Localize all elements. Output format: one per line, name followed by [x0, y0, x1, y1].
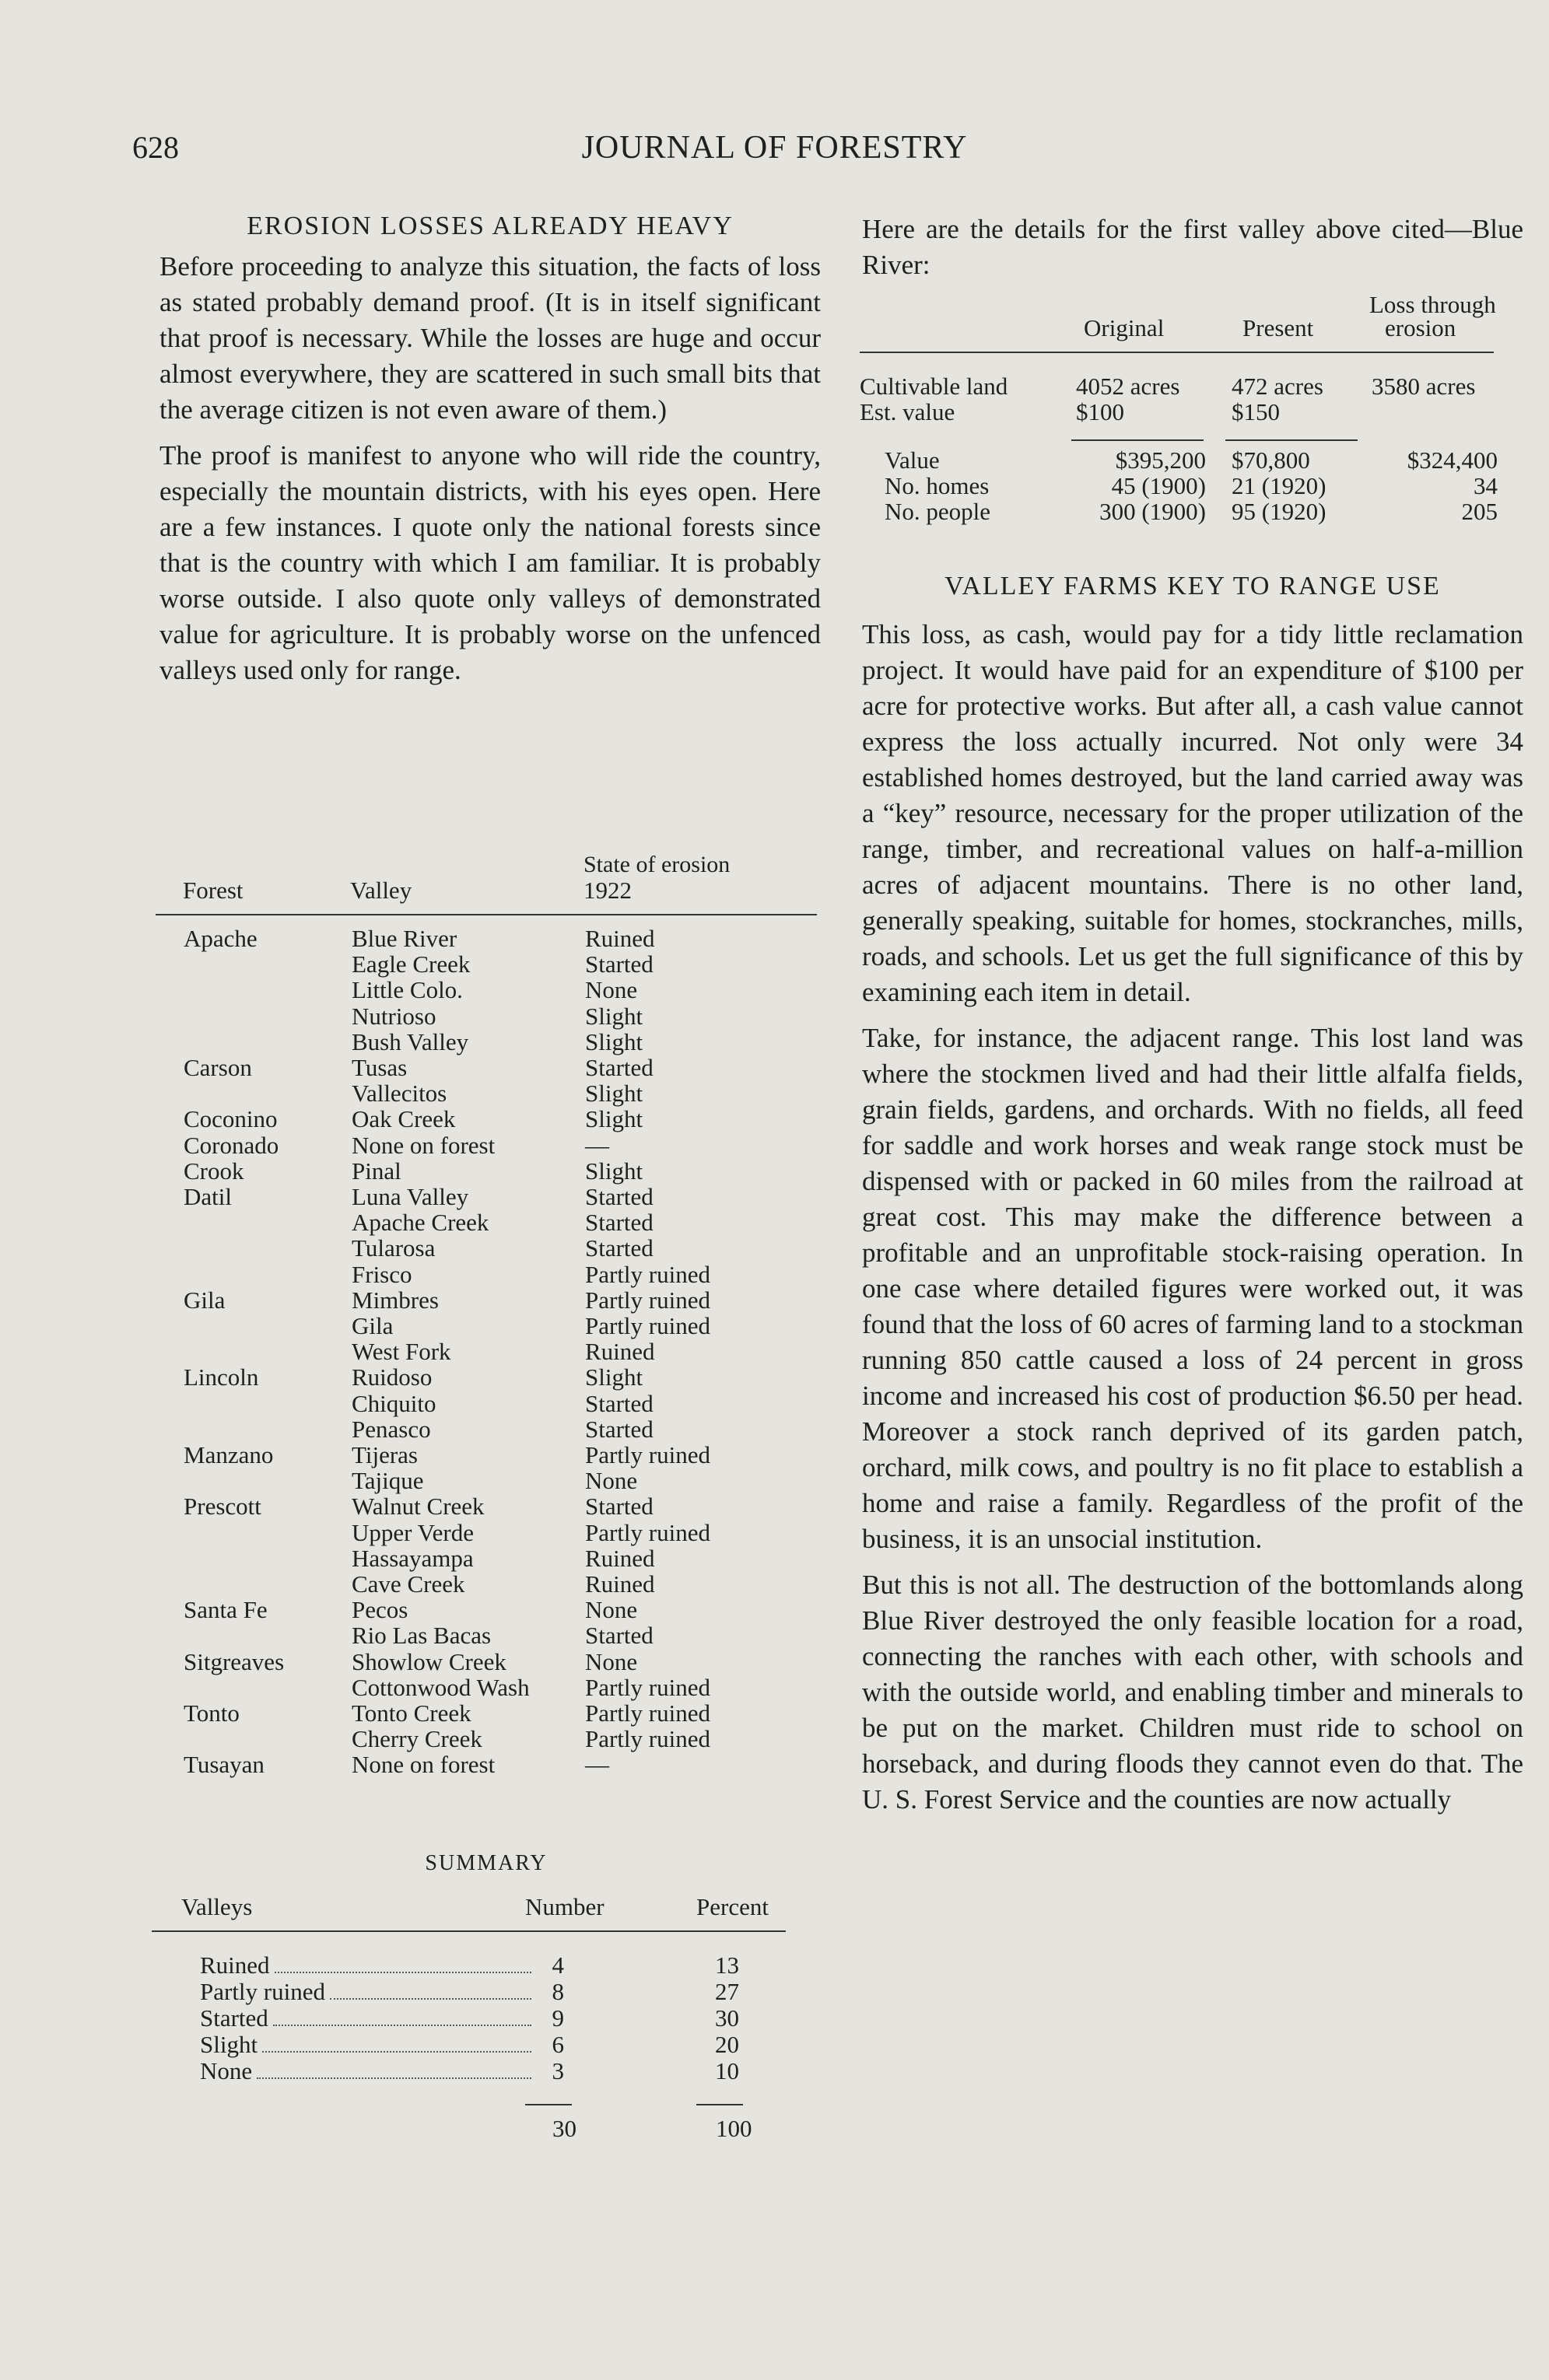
- erosion-state-cell: Started: [585, 1209, 654, 1236]
- erosion-forest-cell: Coconino: [184, 1105, 278, 1132]
- erosion-state-cell: Partly ruined: [585, 1286, 710, 1314]
- erosion-state-cell: None: [585, 976, 638, 1003]
- page-number: 628: [132, 130, 179, 165]
- erosion-forest-cell: Apache: [184, 925, 258, 952]
- blue-original-cell: 300 (1900): [1099, 498, 1206, 525]
- erosion-valley-cell: Gila: [352, 1312, 394, 1339]
- erosion-state-cell: Ruined: [585, 1338, 655, 1365]
- erosion-valley-cell: Apache Creek: [352, 1209, 489, 1236]
- blue-label-cell: Est. value: [860, 398, 955, 425]
- blue-present-cell: 21 (1920): [1232, 472, 1326, 499]
- erosion-forest-cell: Prescott: [184, 1493, 261, 1520]
- erosion-state-cell: —: [585, 1751, 609, 1778]
- blue-present-cell: $150: [1232, 398, 1280, 425]
- erosion-state-cell: Slight: [585, 1080, 643, 1107]
- erosion-table: [156, 852, 825, 1801]
- erosion-valley-cell: Blue River: [352, 925, 457, 952]
- col-header-loss-bottom: erosion: [1385, 314, 1456, 341]
- blue-label-cell: Cultivable land: [860, 373, 1008, 400]
- erosion-forest-cell: Tonto: [184, 1699, 240, 1727]
- summary-row: [200, 1979, 542, 2004]
- table-rule: [156, 914, 817, 915]
- summary-row: [200, 1952, 542, 1978]
- summary-percent-cell: 27: [715, 1978, 739, 2005]
- summary-percent-cell: 13: [715, 1951, 739, 1979]
- col-header-loss-top: Loss through: [1369, 291, 1496, 318]
- summary-number-cell: 4: [552, 1951, 564, 1979]
- leader-dots: [257, 2077, 531, 2079]
- erosion-valley-cell: None on forest: [352, 1751, 496, 1778]
- erosion-valley-cell: Pecos: [352, 1596, 408, 1623]
- right-section-heading: VALLEY FARMS KEY TO RANGE USE: [944, 572, 1441, 600]
- leader-dots: [275, 1972, 531, 1973]
- erosion-state-cell: Started: [585, 950, 654, 978]
- table-rule: [860, 352, 1494, 353]
- erosion-forest-cell: Lincoln: [184, 1363, 259, 1391]
- paragraph: Take, for instance, the adjacent range. This lost land was where the stockmen lived and had their little alfalfa fields, grain fields, gardens, and orchards. With no fields, all feed for saddle and work horses and weak range stock must be dispensed with or packed in 60 miles from the railroad at great cost. This may make the difference between a profitable and an unprofitable stock-raising operation. In one case where detailed figures were worked out, it was found that the loss of 60 acres of farming land to a stockman running 850 cattle caused a loss of 24 percent in gross income and increased his cost of production $6.50 per head. Moreover a stock ranch deprived of its garden patch, orchard, milk cows, and poultry is no fit place to establish a home and raise a family. Regardless of the profit of the business, it is an unsocial institution.: [862, 1023, 1523, 1554]
- erosion-state-cell: Slight: [585, 1157, 643, 1185]
- blue-label-cell: No. people: [885, 498, 991, 525]
- erosion-state-cell: Partly ruined: [585, 1312, 710, 1339]
- erosion-valley-cell: Cherry Creek: [352, 1725, 482, 1752]
- left-section-heading: EROSION LOSSES ALREADY HEAVY: [247, 212, 734, 240]
- erosion-state-cell: Started: [585, 1054, 654, 1081]
- blue-river-table: [860, 292, 1525, 548]
- sum-rule-number: [525, 2104, 572, 2105]
- summary-label: Partly ruined: [200, 1978, 325, 2005]
- erosion-state-cell: Partly ruined: [585, 1725, 710, 1752]
- blue-present-cell: $70,800: [1232, 446, 1310, 474]
- blue-present-cell: 95 (1920): [1232, 498, 1326, 525]
- erosion-valley-cell: Nutrioso: [352, 1003, 436, 1030]
- paragraph: But this is not all. The destruction of the bottomlands along Blue River destroyed the only feasible location for a road, connecting the ranches with each other, with schools and with the outside world, and enabling timber and minerals to be put on the market. Children must ride to school on horseback, and during floods they cannot even do that. The U. S. Forest Service and the counties are now actually: [862, 1570, 1523, 1815]
- summary-label: Ruined: [200, 1951, 270, 1979]
- journal-title: JOURNAL OF FORESTRY: [581, 130, 968, 166]
- erosion-forest-cell: Crook: [184, 1157, 244, 1185]
- erosion-state-cell: Ruined: [585, 925, 655, 952]
- erosion-state-cell: Slight: [585, 1003, 643, 1030]
- erosion-valley-cell: Rio Las Bacas: [352, 1622, 492, 1649]
- erosion-valley-cell: Frisco: [352, 1261, 412, 1288]
- blue-loss-cell: 3580 acres: [1372, 373, 1476, 400]
- erosion-forest-cell: Gila: [184, 1286, 226, 1314]
- erosion-state-cell: Partly ruined: [585, 1519, 710, 1546]
- erosion-forest-cell: Santa Fe: [184, 1596, 268, 1623]
- erosion-state-cell: None: [585, 1467, 638, 1494]
- erosion-state-cell: Ruined: [585, 1570, 655, 1598]
- erosion-forest-cell: Carson: [184, 1054, 252, 1081]
- table-rule: [152, 1930, 786, 1932]
- erosion-state-cell: Partly ruined: [585, 1261, 710, 1288]
- summary-header-percent: Percent: [696, 1893, 769, 1920]
- col-header-original: Original: [1084, 314, 1165, 341]
- col-header-present: Present: [1242, 314, 1314, 341]
- summary-header-valleys: Valleys: [181, 1893, 253, 1920]
- erosion-valley-cell: Cave Creek: [352, 1570, 465, 1598]
- erosion-valley-cell: West Fork: [352, 1338, 451, 1365]
- leader-dots: [273, 2025, 531, 2026]
- summary-row: [200, 2005, 542, 2031]
- summary-number-cell: 9: [552, 2004, 564, 2032]
- leader-dots: [330, 1998, 531, 2000]
- erosion-state-cell: Ruined: [585, 1545, 655, 1572]
- summary-row: [200, 2032, 542, 2057]
- erosion-state-cell: Partly ruined: [585, 1674, 710, 1701]
- summary-table: [152, 1894, 821, 2143]
- erosion-valley-cell: Chiquito: [352, 1390, 436, 1417]
- summary-percent-cell: 10: [715, 2057, 739, 2084]
- erosion-forest-cell: Manzano: [184, 1441, 274, 1468]
- summary-total-percent: 100: [716, 2115, 752, 2142]
- erosion-valley-cell: Tusas: [352, 1054, 408, 1081]
- erosion-forest-cell: Coronado: [184, 1132, 279, 1159]
- summary-label: Slight: [200, 2031, 258, 2058]
- col-header-state-year: 1922: [584, 877, 632, 904]
- erosion-state-cell: Slight: [585, 1363, 643, 1391]
- erosion-valley-cell: Tajique: [352, 1467, 424, 1494]
- erosion-state-cell: Started: [585, 1234, 654, 1262]
- blue-original-cell: 45 (1900): [1111, 472, 1206, 499]
- erosion-forest-cell: Tusayan: [184, 1751, 265, 1778]
- erosion-state-cell: Started: [585, 1390, 654, 1417]
- blue-present-cell: 472 acres: [1232, 373, 1323, 400]
- col-header-forest: Forest: [183, 877, 244, 904]
- summary-percent-cell: 30: [715, 2004, 739, 2032]
- erosion-state-cell: Started: [585, 1183, 654, 1210]
- summary-percent-cell: 20: [715, 2031, 739, 2058]
- blue-label-cell: No. homes: [885, 472, 990, 499]
- erosion-state-cell: None: [585, 1648, 638, 1675]
- erosion-state-cell: Partly ruined: [585, 1699, 710, 1727]
- leader-dots: [262, 2051, 531, 2053]
- summary-label: None: [200, 2057, 253, 2084]
- erosion-valley-cell: Penasco: [352, 1416, 431, 1443]
- erosion-valley-cell: Pinal: [352, 1157, 401, 1185]
- summary-header-number: Number: [525, 1893, 605, 1920]
- erosion-valley-cell: Oak Creek: [352, 1105, 456, 1132]
- erosion-state-cell: Started: [585, 1493, 654, 1520]
- erosion-valley-cell: Showlow Creek: [352, 1648, 506, 1675]
- left-body-text: [159, 249, 821, 698]
- summary-label: Started: [200, 2004, 268, 2032]
- blue-label-cell: Value: [885, 446, 940, 474]
- subtotal-rule: [1225, 439, 1358, 441]
- paragraph: The proof is manifest to anyone who will ride the country, especially the mountain districts, with his eyes open. Here are a few instances. I quote only the national forests since that is the country with which I am familiar. It is probably worse outside. I also quote only valleys of demonstrated value for agriculture. It is probably worse on the unfenced valleys used only for range.: [159, 440, 821, 685]
- erosion-valley-cell: Tularosa: [352, 1234, 436, 1262]
- erosion-valley-cell: Walnut Creek: [352, 1493, 485, 1520]
- blue-loss-cell: $324,400: [1407, 446, 1498, 474]
- erosion-state-cell: Started: [585, 1622, 654, 1649]
- subtotal-rule: [1071, 439, 1204, 441]
- erosion-valley-cell: Luna Valley: [352, 1183, 469, 1210]
- summary-number-cell: 6: [552, 2031, 564, 2058]
- erosion-valley-cell: Ruidoso: [352, 1363, 433, 1391]
- erosion-forest-cell: Sitgreaves: [184, 1648, 285, 1675]
- blue-loss-cell: 205: [1461, 498, 1498, 525]
- erosion-state-cell: —: [585, 1132, 609, 1159]
- erosion-state-cell: Slight: [585, 1105, 643, 1132]
- erosion-valley-cell: Mimbres: [352, 1286, 439, 1314]
- erosion-state-cell: Started: [585, 1416, 654, 1443]
- col-header-valley: Valley: [350, 877, 412, 904]
- summary-total-number: 30: [552, 2115, 576, 2142]
- erosion-state-cell: None: [585, 1596, 638, 1623]
- col-header-state-top: State of erosion: [584, 852, 731, 877]
- right-body-text: [862, 617, 1523, 1828]
- erosion-valley-cell: Tijeras: [352, 1441, 418, 1468]
- erosion-state-cell: Slight: [585, 1028, 643, 1055]
- erosion-valley-cell: Cottonwood Wash: [352, 1674, 530, 1701]
- erosion-valley-cell: Little Colo.: [352, 976, 463, 1003]
- erosion-valley-cell: Vallecitos: [352, 1080, 447, 1107]
- erosion-valley-cell: Bush Valley: [352, 1028, 469, 1055]
- paragraph: This loss, as cash, would pay for a tidy little reclamation project. It would have paid for an expenditure of $100 per acre for protective works. But after all, a cash value cannot express the loss actually incurred. Not only were 34 established homes destroyed, but the land carried away was a “key” resource, necessary for the proper utilization of the range, timber, and recreational values on half-a-million acres of adjacent mountains. There is no other land, generally speaking, suitable for homes, stockranches, mills, roads, and schools. Let us get the full significance of this by examining each item in detail.: [862, 619, 1523, 1007]
- erosion-valley-cell: Hassayampa: [352, 1545, 474, 1572]
- sum-rule-percent: [696, 2104, 743, 2105]
- blue-original-cell: 4052 acres: [1076, 373, 1180, 400]
- blue-original-cell: $395,200: [1115, 446, 1206, 474]
- erosion-valley-cell: Upper Verde: [352, 1519, 474, 1546]
- erosion-valley-cell: None on forest: [352, 1132, 496, 1159]
- paragraph: Before proceeding to analyze this situation, the facts of loss as stated probably demand proof. (It is in itself significant that proof is necessary. While the losses are huge and occur almost everywhere, they are scattered in such small bits that the average citizen is not even aware of them.): [159, 251, 821, 425]
- blue-original-cell: $100: [1076, 398, 1124, 425]
- summary-title: SUMMARY: [425, 1851, 548, 1875]
- summary-number-cell: 8: [552, 1978, 564, 2005]
- summary-number-cell: 3: [552, 2057, 564, 2084]
- blue-loss-cell: 34: [1474, 472, 1498, 499]
- erosion-valley-cell: Eagle Creek: [352, 950, 471, 978]
- erosion-forest-cell: Datil: [184, 1183, 232, 1210]
- erosion-state-cell: Partly ruined: [585, 1441, 710, 1468]
- right-intro: Here are the details for the first valley above cited—Blue River:: [862, 214, 1523, 280]
- summary-row: [200, 2058, 542, 2084]
- erosion-valley-cell: Tonto Creek: [352, 1699, 471, 1727]
